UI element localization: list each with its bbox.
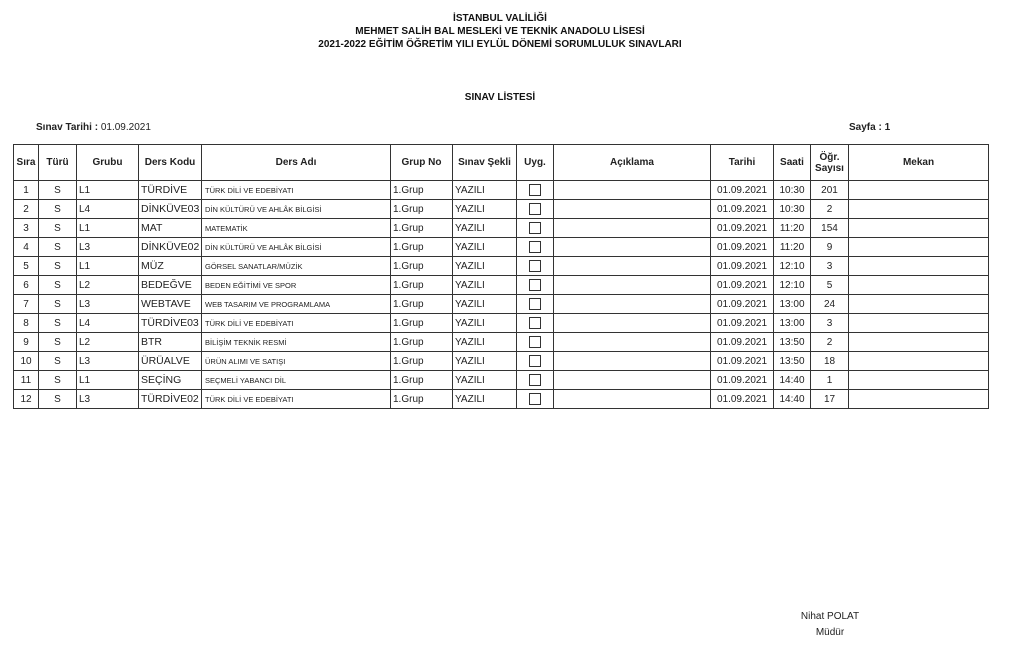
uyg-checkbox[interactable] bbox=[529, 203, 541, 215]
row-sinav-sekli: YAZILI bbox=[453, 371, 517, 390]
row-turu: S bbox=[39, 352, 77, 371]
uyg-checkbox[interactable] bbox=[529, 317, 541, 329]
row-sira: 9 bbox=[14, 333, 39, 352]
row-ders-kodu: DİNKÜVE03 bbox=[139, 200, 202, 219]
row-turu: S bbox=[39, 276, 77, 295]
signature-title: Müdür bbox=[815, 627, 845, 638]
row-turu: S bbox=[39, 390, 77, 409]
uyg-checkbox[interactable] bbox=[529, 279, 541, 291]
row-mekan bbox=[849, 371, 989, 390]
row-turu: S bbox=[39, 181, 77, 200]
row-grup-no: 1.Grup bbox=[391, 238, 453, 257]
row-ders-adi: MATEMATİK bbox=[202, 219, 391, 238]
row-ders-adi: BEDEN EĞİTİMİ VE SPOR bbox=[202, 276, 391, 295]
row-aciklama bbox=[554, 238, 711, 257]
row-ogr-sayisi: 154 bbox=[811, 219, 849, 238]
row-grup-no: 1.Grup bbox=[391, 333, 453, 352]
row-tarihi: 01.09.2021 bbox=[711, 200, 774, 219]
row-sinav-sekli: YAZILI bbox=[453, 181, 517, 200]
col-sayisi-label: Sayısı bbox=[815, 162, 844, 174]
row-grubu: L3 bbox=[77, 238, 139, 257]
row-ogr-sayisi: 9 bbox=[811, 238, 849, 257]
row-ogr-sayisi: 3 bbox=[811, 257, 849, 276]
exam-date-label: Sınav Tarihi : bbox=[36, 122, 99, 133]
row-turu: S bbox=[39, 219, 77, 238]
row-grubu: L3 bbox=[77, 295, 139, 314]
row-grup-no: 1.Grup bbox=[391, 200, 453, 219]
header-school-name: MEHMET SALİH BAL MESLEKİ VE TEKNİK ANADOLU LİSESİ bbox=[355, 26, 645, 37]
row-mekan bbox=[849, 257, 989, 276]
row-grubu: L1 bbox=[77, 371, 139, 390]
row-ders-adi: WEB TASARIM VE PROGRAMLAMA bbox=[202, 295, 391, 314]
row-ders-kodu: TÜRDİVE02 bbox=[139, 390, 202, 409]
row-saati: 13:50 bbox=[774, 333, 811, 352]
signature-name: Nihat POLAT bbox=[800, 611, 860, 622]
row-tarihi: 01.09.2021 bbox=[711, 352, 774, 371]
row-aciklama bbox=[554, 371, 711, 390]
uyg-checkbox[interactable] bbox=[529, 298, 541, 310]
row-uyg bbox=[517, 276, 554, 295]
row-sira: 7 bbox=[14, 295, 39, 314]
page-number: Sayfa : 1 bbox=[849, 122, 891, 133]
row-ders-kodu: WEBTAVE bbox=[139, 295, 202, 314]
row-aciklama bbox=[554, 390, 711, 409]
table-row bbox=[14, 200, 989, 219]
row-sinav-sekli: YAZILI bbox=[453, 352, 517, 371]
row-sinav-sekli: YAZILI bbox=[453, 238, 517, 257]
col-sinav-sekli: Sınav Şekli bbox=[453, 145, 517, 181]
row-turu: S bbox=[39, 257, 77, 276]
row-sira: 5 bbox=[14, 257, 39, 276]
row-saati: 11:20 bbox=[774, 219, 811, 238]
row-tarihi: 01.09.2021 bbox=[711, 314, 774, 333]
col-ders-kodu: Ders Kodu bbox=[139, 145, 202, 181]
row-uyg bbox=[517, 200, 554, 219]
row-grubu: L4 bbox=[77, 200, 139, 219]
row-ogr-sayisi: 17 bbox=[811, 390, 849, 409]
row-sira: 10 bbox=[14, 352, 39, 371]
row-grubu: L2 bbox=[77, 333, 139, 352]
row-ders-kodu: TÜRDİVE03 bbox=[139, 314, 202, 333]
table-row bbox=[14, 238, 989, 257]
row-tarihi: 01.09.2021 bbox=[711, 276, 774, 295]
row-uyg bbox=[517, 333, 554, 352]
table-row bbox=[14, 390, 989, 409]
row-grup-no: 1.Grup bbox=[391, 181, 453, 200]
row-tarihi: 01.09.2021 bbox=[711, 238, 774, 257]
col-ogr-label: Öğr. bbox=[819, 151, 840, 163]
row-ogr-sayisi: 2 bbox=[811, 333, 849, 352]
row-aciklama bbox=[554, 219, 711, 238]
row-mekan bbox=[849, 352, 989, 371]
row-ders-adi: BİLİŞİM TEKNİK RESMİ bbox=[202, 333, 391, 352]
row-saati: 14:40 bbox=[774, 390, 811, 409]
table-row bbox=[14, 219, 989, 238]
uyg-checkbox[interactable] bbox=[529, 374, 541, 386]
list-title: SINAV LİSTESİ bbox=[464, 92, 536, 103]
row-sira: 2 bbox=[14, 200, 39, 219]
signature-block bbox=[770, 609, 890, 641]
row-tarihi: 01.09.2021 bbox=[711, 181, 774, 200]
col-turu: Türü bbox=[39, 145, 77, 181]
row-turu: S bbox=[39, 200, 77, 219]
row-aciklama bbox=[554, 181, 711, 200]
row-sinav-sekli: YAZILI bbox=[453, 219, 517, 238]
table-row bbox=[14, 371, 989, 390]
col-tarihi: Tarihi bbox=[711, 145, 774, 181]
row-ders-kodu: ÜRÜALVE bbox=[139, 352, 202, 371]
row-mekan bbox=[849, 219, 989, 238]
row-turu: S bbox=[39, 314, 77, 333]
row-ders-kodu: TÜRDİVE bbox=[139, 181, 202, 200]
table-header-row bbox=[14, 145, 989, 181]
row-ders-adi: DİN KÜLTÜRÜ VE AHLÂK BİLGİSİ bbox=[202, 200, 391, 219]
row-aciklama bbox=[554, 200, 711, 219]
row-ders-adi: TÜRK DİLİ VE EDEBİYATI bbox=[202, 390, 391, 409]
col-grubu: Grubu bbox=[77, 145, 139, 181]
table-row bbox=[14, 314, 989, 333]
uyg-checkbox[interactable] bbox=[529, 336, 541, 348]
row-saati: 13:00 bbox=[774, 314, 811, 333]
uyg-checkbox[interactable] bbox=[529, 222, 541, 234]
row-sinav-sekli: YAZILI bbox=[453, 276, 517, 295]
row-uyg bbox=[517, 352, 554, 371]
header-exam-period: 2021-2022 EĞİTİM ÖĞRETİM YILI EYLÜL DÖNEMİ SORUMLULUK SINAVLARI bbox=[318, 39, 682, 50]
row-tarihi: 01.09.2021 bbox=[711, 257, 774, 276]
col-grup-no: Grup No bbox=[391, 145, 453, 181]
row-tarihi: 01.09.2021 bbox=[711, 390, 774, 409]
row-sinav-sekli: YAZILI bbox=[453, 200, 517, 219]
row-ogr-sayisi: 1 bbox=[811, 371, 849, 390]
row-uyg bbox=[517, 257, 554, 276]
row-mekan bbox=[849, 333, 989, 352]
row-mekan bbox=[849, 200, 989, 219]
table-row bbox=[14, 276, 989, 295]
row-sira: 12 bbox=[14, 390, 39, 409]
row-mekan bbox=[849, 238, 989, 257]
row-uyg bbox=[517, 390, 554, 409]
row-ders-kodu: DİNKÜVE02 bbox=[139, 238, 202, 257]
uyg-checkbox[interactable] bbox=[529, 393, 541, 405]
row-sira: 4 bbox=[14, 238, 39, 257]
col-saati: Saati bbox=[774, 145, 811, 181]
uyg-checkbox[interactable] bbox=[529, 241, 541, 253]
table-row bbox=[14, 295, 989, 314]
row-mekan bbox=[849, 181, 989, 200]
row-saati: 10:30 bbox=[774, 200, 811, 219]
row-grubu: L3 bbox=[77, 390, 139, 409]
row-aciklama bbox=[554, 295, 711, 314]
row-grup-no: 1.Grup bbox=[391, 390, 453, 409]
table-row bbox=[14, 352, 989, 371]
row-turu: S bbox=[39, 333, 77, 352]
row-ders-kodu: MÜZ bbox=[139, 257, 202, 276]
row-sira: 1 bbox=[14, 181, 39, 200]
row-ders-kodu: SEÇİNG bbox=[139, 371, 202, 390]
row-ogr-sayisi: 201 bbox=[811, 181, 849, 200]
row-grubu: L1 bbox=[77, 257, 139, 276]
row-tarihi: 01.09.2021 bbox=[711, 219, 774, 238]
row-ogr-sayisi: 3 bbox=[811, 314, 849, 333]
row-ogr-sayisi: 18 bbox=[811, 352, 849, 371]
row-saati: 12:10 bbox=[774, 257, 811, 276]
row-aciklama bbox=[554, 314, 711, 333]
row-grup-no: 1.Grup bbox=[391, 257, 453, 276]
uyg-checkbox[interactable] bbox=[529, 260, 541, 272]
row-grubu: L4 bbox=[77, 314, 139, 333]
row-sira: 6 bbox=[14, 276, 39, 295]
table-row bbox=[14, 181, 989, 200]
row-saati: 14:40 bbox=[774, 371, 811, 390]
row-ders-adi: GÖRSEL SANATLAR/MÜZİK bbox=[202, 257, 391, 276]
row-tarihi: 01.09.2021 bbox=[711, 295, 774, 314]
col-uyg: Uyg. bbox=[517, 145, 554, 181]
row-aciklama bbox=[554, 333, 711, 352]
row-turu: S bbox=[39, 238, 77, 257]
row-saati: 11:20 bbox=[774, 238, 811, 257]
col-ogr-sayisi bbox=[811, 145, 849, 181]
table-row bbox=[14, 257, 989, 276]
row-saati: 12:10 bbox=[774, 276, 811, 295]
exam-date-value: 01.09.2021 bbox=[100, 122, 151, 133]
row-sinav-sekli: YAZILI bbox=[453, 390, 517, 409]
col-ders-adi: Ders Adı bbox=[202, 145, 391, 181]
row-ders-adi: TÜRK DİLİ VE EDEBİYATI bbox=[202, 181, 391, 200]
row-ders-kodu: MAT bbox=[139, 219, 202, 238]
col-aciklama: Açıklama bbox=[554, 145, 711, 181]
row-mekan bbox=[849, 390, 989, 409]
row-sinav-sekli: YAZILI bbox=[453, 333, 517, 352]
row-ogr-sayisi: 24 bbox=[811, 295, 849, 314]
row-grup-no: 1.Grup bbox=[391, 295, 453, 314]
row-grup-no: 1.Grup bbox=[391, 314, 453, 333]
row-uyg bbox=[517, 181, 554, 200]
row-mekan bbox=[849, 314, 989, 333]
table-row bbox=[14, 333, 989, 352]
row-tarihi: 01.09.2021 bbox=[711, 333, 774, 352]
row-turu: S bbox=[39, 371, 77, 390]
row-grubu: L1 bbox=[77, 219, 139, 238]
row-grup-no: 1.Grup bbox=[391, 352, 453, 371]
row-grubu: L2 bbox=[77, 276, 139, 295]
row-grup-no: 1.Grup bbox=[391, 219, 453, 238]
row-uyg bbox=[517, 238, 554, 257]
header-governorate: İSTANBUL VALİLİĞİ bbox=[453, 13, 547, 24]
row-ders-adi: DİN KÜLTÜRÜ VE AHLÂK BİLGİSİ bbox=[202, 238, 391, 257]
exam-table bbox=[13, 144, 989, 409]
uyg-checkbox[interactable] bbox=[529, 184, 541, 196]
row-ogr-sayisi: 2 bbox=[811, 200, 849, 219]
row-ogr-sayisi: 5 bbox=[811, 276, 849, 295]
row-aciklama bbox=[554, 352, 711, 371]
row-uyg bbox=[517, 371, 554, 390]
row-mekan bbox=[849, 276, 989, 295]
col-sira: Sıra bbox=[14, 145, 39, 181]
row-mekan bbox=[849, 295, 989, 314]
row-turu: S bbox=[39, 295, 77, 314]
row-ders-kodu: BTR bbox=[139, 333, 202, 352]
row-ders-kodu: BEDEĞVE bbox=[139, 276, 202, 295]
uyg-checkbox[interactable] bbox=[529, 355, 541, 367]
row-sinav-sekli: YAZILI bbox=[453, 314, 517, 333]
row-sinav-sekli: YAZILI bbox=[453, 257, 517, 276]
row-uyg bbox=[517, 314, 554, 333]
row-grup-no: 1.Grup bbox=[391, 276, 453, 295]
col-mekan: Mekan bbox=[849, 145, 989, 181]
row-sira: 8 bbox=[14, 314, 39, 333]
row-saati: 13:50 bbox=[774, 352, 811, 371]
row-ders-adi: SEÇMELİ YABANCI DİL bbox=[202, 371, 391, 390]
row-sira: 3 bbox=[14, 219, 39, 238]
row-grubu: L1 bbox=[77, 181, 139, 200]
row-uyg bbox=[517, 295, 554, 314]
row-saati: 13:00 bbox=[774, 295, 811, 314]
exam-date-line bbox=[36, 122, 151, 133]
row-ders-adi: TÜRK DİLİ VE EDEBİYATI bbox=[202, 314, 391, 333]
row-sira: 11 bbox=[14, 371, 39, 390]
row-tarihi: 01.09.2021 bbox=[711, 371, 774, 390]
row-saati: 10:30 bbox=[774, 181, 811, 200]
row-uyg bbox=[517, 219, 554, 238]
row-grubu: L3 bbox=[77, 352, 139, 371]
row-grup-no: 1.Grup bbox=[391, 371, 453, 390]
row-aciklama bbox=[554, 276, 711, 295]
row-aciklama bbox=[554, 257, 711, 276]
row-ders-adi: ÜRÜN ALIMI VE SATIŞI bbox=[202, 352, 391, 371]
row-sinav-sekli: YAZILI bbox=[453, 295, 517, 314]
